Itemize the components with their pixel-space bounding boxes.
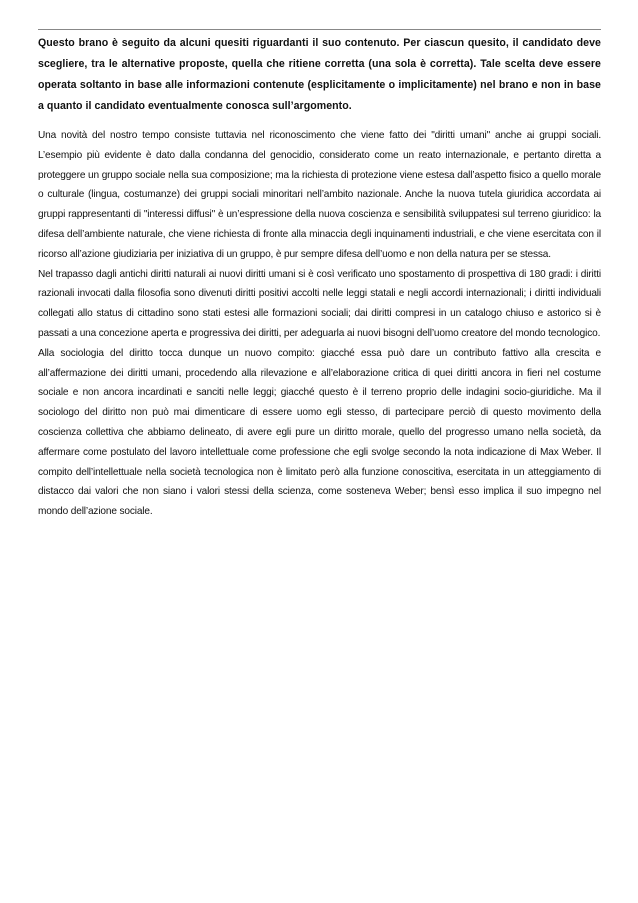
passage-paragraph-3: Alla sociologia del diritto tocca dunque un nuovo compito: giacché essa può dare un contributo fattivo alla crescita e all’affermazione dei diritti umani, procedendo alla rilevazione e all’elaborazione critica di quei diritti ancora in fieri nel costume sociale e non ancora incardinati e sanciti nelle leggi; giacché questo è il terreno proprio delle indagini socio-giuridiche. Ma il sociologo del diritto non può mai dimenticare di essere uomo egli stesso, di partecipare perciò di questo movimento della coscienza collettiva che abbiamo delineato, di avere egli pure un diritto morale, quello del progresso umano nella società, da affermare come postulato del lavoro intellettuale come professione che egli svolge secondo la nota indicazione di Max Weber. Il compito dell’intellettuale nella società tecnologica non è limitato però alla funzione conoscitiva, esercitata in un atteggiamento di distacco dai valori che non siano i valori stessi della scienza, come sosteneva Weber; bensì esso implica il suo impegno nel mondo dell’azione sociale. (38, 347, 601, 518)
passage-paragraph-1: Una novità del nostro tempo consiste tuttavia nel riconoscimento che viene fatto dei "diritti umani" anche ai gruppi sociali. L’esempio più evidente è dato dalla condanna del genocidio, considerato come un reato internazionale, e pertanto diretta a proteggere un gruppo sociale nella sua composizione; ma la richiesta di protezione viene estesa dall’aspetto fisico a quello morale o culturale (lingua, costumanze) dei gruppi sociali minoritari nell’ambito nazionale. Anche la nuova tutela giuridica accordata ai gruppi rappresentanti di "interessi diffusi" è un’espressione della nuova coscienza e sensibilità sviluppatesi sul terreno giuridico: la difesa dell’ambiente naturale, che viene richiesta di fronte alla minaccia degli inquinamenti industriali, e che viene esercitata con il ricorso all’azione giudiziaria per iniziativa di un gruppo, è pur sempre difesa dell’uomo e non della natura per se stessa. (38, 130, 601, 260)
document-page (38, 0, 601, 522)
passage-paragraph-2: Nel trapasso dagli antichi diritti naturali ai nuovi diritti umani si è così verificato uno spostamento di prospettiva di 180 gradi: i diritti razionali invocati dalla filosofia sono divenuti diritti positivi accolti nelle leggi statali e negli accordi internazionali; i diritti individuali collegati allo status di cittadino sono stati estesi alle formazioni sociali; dai diritti compresi in un catalogo chiuso e astorico si è passati a una concezione aperta e progressiva dei diritti, per adeguarla ai nuovi bisogni dell’uomo creatore del mondo tecnologico. (38, 268, 601, 339)
instructions-text: Questo brano è seguito da alcuni quesiti riguardanti il suo contenuto. Per ciascun quesito, il candidato deve scegliere, tra le alternative proposte, quella che ritiene corretta (una sola è corretta). Tale scelta deve essere operata soltanto in base alle informazioni contenute (esplicitamente o implicitamente) nel brano e non in base a quanto il candidato eventualmente conosca sull’argomento. (38, 37, 601, 112)
passage (38, 126, 601, 522)
top-divider (38, 29, 601, 30)
